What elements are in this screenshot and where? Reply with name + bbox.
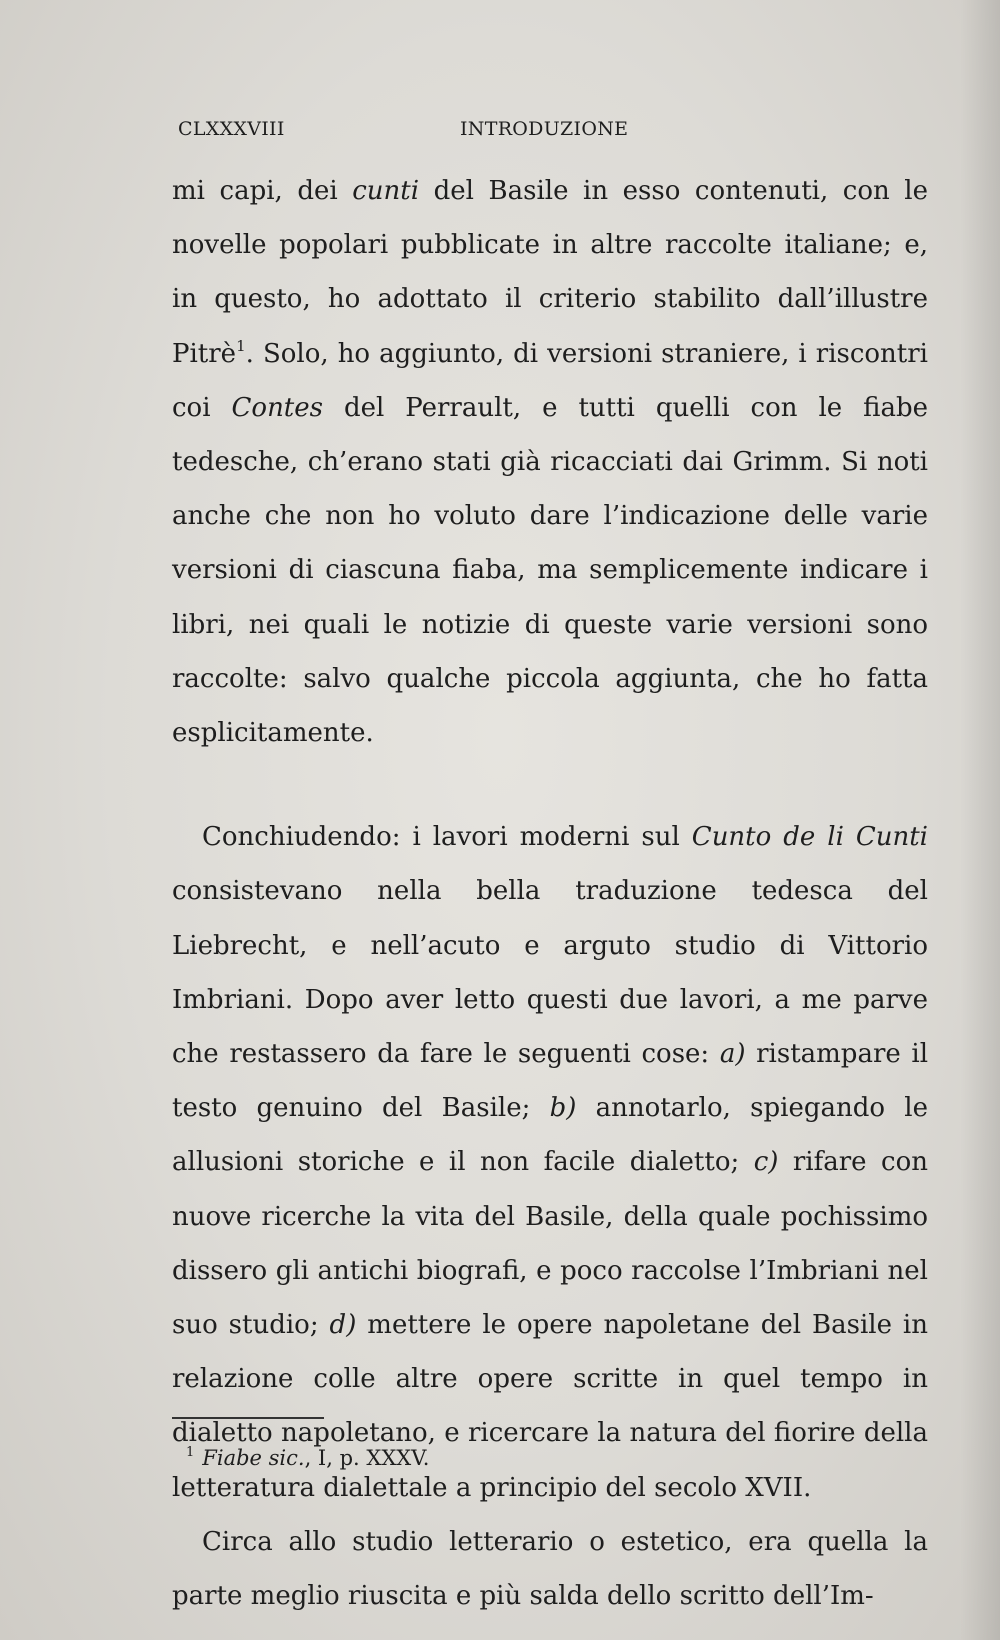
text-run: del Perrault, e tutti quelli con le fiabe tedesche, ch’erano stati già ricacciati dai Grimm. Si noti anche che non ho voluto dare l’indicazione delle varie versioni di ciascuna fiaba, ma semplicemente indicare i libri, nei quali le notizie di queste varie versioni sono raccolte: salvo qualche piccola aggiunta, che ho fatta esplicitamente. xyxy=(172,392,929,749)
footnote-source: Fiabe sic. xyxy=(202,1446,305,1470)
footnote-number: 1 xyxy=(186,1445,195,1460)
text-run: mettere le opere napoletane del Basile in relazione colle altre opere scritte in quel tempo in dialetto napoletano, e ricercare la natura del fiorire della letteratura dialettale a principio del secolo XVII. xyxy=(172,1310,928,1503)
italic-term: cunti xyxy=(352,176,420,206)
running-header xyxy=(178,118,648,148)
text-run: rifare con nuove ricerche la vita del Basile, della quale pochissimo dissero gli antichi biografi, e poco raccolse l’Imbriani nel suo studio; xyxy=(172,1147,928,1341)
body-text xyxy=(172,164,928,1623)
paragraph-circa xyxy=(172,1515,928,1623)
list-marker: c) xyxy=(753,1147,779,1178)
footnote-reference: , I, p. XXXV. xyxy=(304,1446,430,1470)
paragraph-conchiudendo xyxy=(172,810,928,1515)
list-marker: b) xyxy=(549,1093,577,1124)
footnote-divider xyxy=(172,1417,324,1419)
footnote-marker: 1 xyxy=(236,336,246,355)
paragraph-continued xyxy=(172,164,928,760)
text-run: Circa allo studio letterario o estetico, era quella la parte meglio riuscita e più salda dello scritto dell’Im- xyxy=(172,1526,928,1612)
italic-title: Cunto de li Cunti xyxy=(691,822,928,853)
list-marker: a) xyxy=(719,1039,746,1070)
text-run: consistevano nella bella traduzione tedesca del Liebrecht, e nell’acuto e arguto studio di Vittorio Imbriani. Dopo aver letto questi due lavori, a me parve che restassero da fare le seguenti cose: xyxy=(172,876,928,1070)
text-run: ristampare il testo genuino del Basile; xyxy=(172,1039,929,1124)
text-run: del Basile in esso contenuti, con le novelle popolari pubblicate in altre raccolte italiane; e, in questo, ho adottato il criterio stabilito dall’illustre Pitrè xyxy=(172,176,928,369)
footnote xyxy=(186,1446,429,1470)
text-run: Conchiudendo: i lavori moderni sul xyxy=(202,822,692,853)
page-number: CLXXXVIII xyxy=(178,118,285,140)
italic-term: Contes xyxy=(231,392,323,423)
list-marker: d) xyxy=(329,1310,357,1341)
running-title: INTRODUZIONE xyxy=(460,118,629,140)
text-run: mi capi, dei xyxy=(172,176,353,206)
text-run: annotarlo, spiegando le allusioni storiche e il non facile dialetto; xyxy=(172,1093,928,1178)
text-run: . Solo, ho aggiunto, di versioni straniere, i riscontri coi xyxy=(172,338,928,423)
